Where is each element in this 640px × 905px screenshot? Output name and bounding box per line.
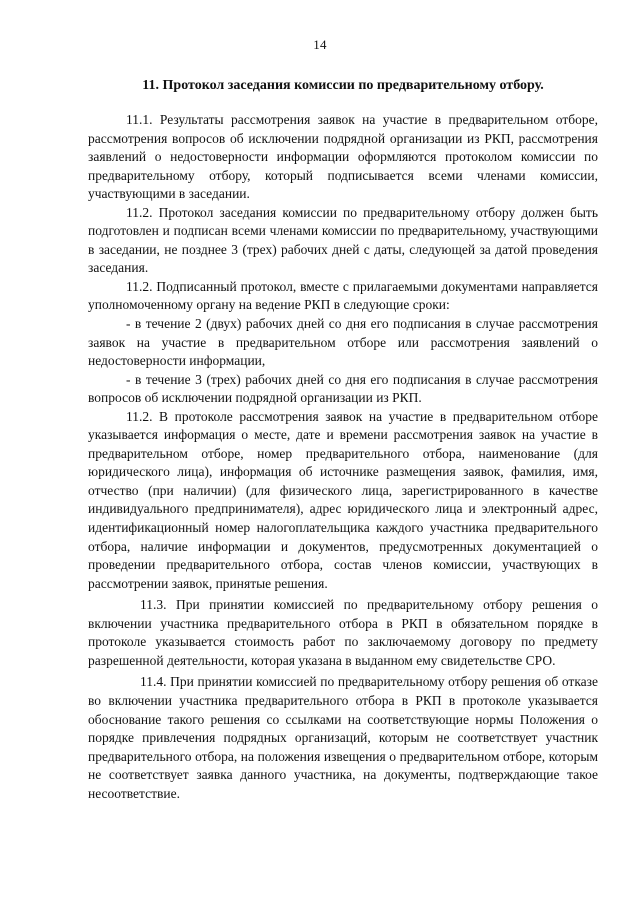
paragraph-11-2-protocol-content: 11.2. В протоколе рассмотрения заявок на участие в предварительном отборе указывается информация о месте, дате и времени рассмотрения заявок на участие в предварительном отборе, номер предварительного отбора, наименование (для юридического лица), информация об источнике размещения заявок, фамилия, имя, отчество (при наличии) (для физического лица, зарегистрированного в качестве индивидуального предпринимателя), адрес юридического лица и электронный адрес, идентификационный номер налогоплательщика каждого участника предварительного отбора, наличие информации и документов, предусмотренных документацией о проведении предварительного отбора, состав членов комиссии, участвующих в рассмотрении заявок, принятые решения. [88, 408, 598, 591]
list-item-two-days: - в течение 2 (двух) рабочих дней со дня его подписания в случае рассмотрения заявок на участие в предварительном отборе или рассмотрения заявлений о недостоверности информации, [88, 316, 598, 369]
paragraph-11-3: 11.3. При принятии комиссией по предварительному отбору решения о включении участника предварительного отбора в РКП в обязательном порядке в протоколе указывается стоимость работ по заключаемому договору по предмету разрешенной деятельности, которая указана в выданном ему свидетельстве СРО. [88, 597, 598, 668]
paragraph-11-2-sending: 11.2. Подписанный протокол, вместе с прилагаемыми документами направляется уполномоченному органу на ведение РКП в следующие сроки: [88, 278, 598, 313]
paragraph-11-4: 11.4. При принятии комиссией по предварительному отбору решения об отказе во включении участника предварительного отбора в РКП в протоколе указывается обоснование такого решения со ссылками на соответствующие нормы Положения о порядке привлечения подрядных организаций, которым не соответствует участник предварительного отбора, на положения извещения о предварительном отборе, которым не соответствует заявка данного участника, на документы, подтверждающие такое несоответствие. [88, 674, 598, 801]
list-item-three-days: - в течение 3 (трех) рабочих дней со дня его подписания в случае рассмотрения вопросов об исключении подрядной организации из РКП. [88, 371, 598, 406]
paragraph-11-2-signing: 11.2. Протокол заседания комиссии по предварительному отбору должен быть подготовлен и подписан всеми членами комиссии по предварительному, участвующими в заседании, не позднее 3 (трех) рабочих дней с даты, следующей за датой проведения заседания. [88, 204, 598, 276]
page-number: 14 [313, 37, 327, 52]
paragraph-11-1: 11.1. Результаты рассмотрения заявок на участие в предварительном отборе, рассмотрения вопросов об исключении подрядной организации из РКП, рассмотрения заявлений о недостоверности информации оформляются протоколом комиссии по предварительному отбору, который подписывается всеми членами комиссии, участвующими в заседании. [88, 112, 598, 202]
section-heading: 11. Протокол заседания комиссии по предварительному отбору. [142, 78, 544, 93]
document-body [88, 111, 598, 803]
